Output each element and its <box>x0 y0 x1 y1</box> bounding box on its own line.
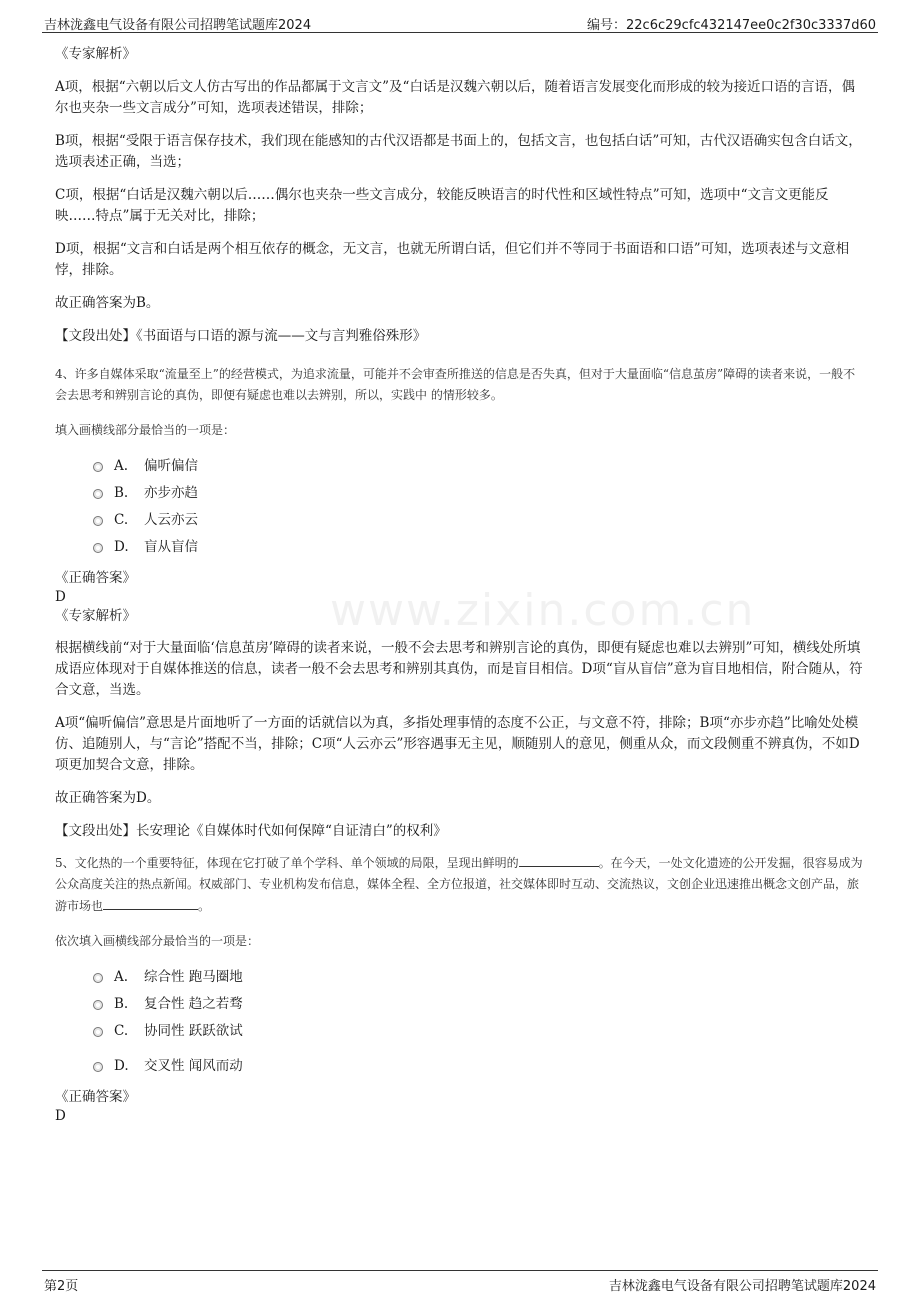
radio-icon[interactable] <box>93 516 103 526</box>
option-letter: A. <box>114 458 129 474</box>
page-header <box>42 10 878 33</box>
q4-option-d[interactable] <box>55 534 867 561</box>
q5-answer-title: 《正确答案》 <box>55 1089 136 1105</box>
q3-analysis-c: C项，根据“白话是汉魏六朝以后……偶尔也夹杂一些文言成分，较能反映语言的时代性和区域性特点”可知，选项中“文言文更能反映……特点”属于无关对比，排除； <box>55 187 829 224</box>
option-letter: B. <box>114 485 129 501</box>
option-text: 人云亦云 <box>144 512 198 528</box>
option-text: 综合性 跑马圈地 <box>144 969 243 985</box>
radio-icon[interactable] <box>93 1000 103 1010</box>
option-letter: C. <box>114 1023 129 1039</box>
radio-icon[interactable] <box>93 489 103 499</box>
q5-blank-2 <box>103 895 198 910</box>
radio-icon[interactable] <box>93 543 103 553</box>
radio-icon[interactable] <box>93 462 103 472</box>
header-doc-id: 编号：22c6c29cfc432147ee0c2f30c3337d60 <box>587 18 876 33</box>
q4-analysis-1: 根据横线前“对于大量面临‘信息茧房’障碍的读者来说，一般不会去思考和辨别言论的真伪，即便有疑虑也难以去辨别”可知，横线处所填成语应体现对于自媒体推送的信息，读者一般不会去思考和辨别其真伪，而是盲目相信。D项“盲从盲信”意为盲目地相信，附合随从，符合文意，当选。 <box>55 640 863 698</box>
q4-option-a[interactable] <box>55 453 867 480</box>
q4-conclusion: 故正确答案为D。 <box>55 790 161 806</box>
q4-option-b[interactable] <box>55 480 867 507</box>
q3-analysis-d: D项，根据“文言和白话是两个相互依存的概念，无文言，也就无所谓白话，但它们并不等同于书面语和口语”可知，选项表述与文意相悖，排除。 <box>55 241 850 278</box>
q5-answer: D <box>55 1108 66 1124</box>
footer-title: 吉林泷鑫电气设备有限公司招聘笔试题库2024 <box>608 1279 876 1294</box>
option-letter: C. <box>114 512 129 528</box>
q4-prompt: 填入画横线部分最恰当的一项是： <box>55 423 236 437</box>
q4-answer-title: 《正确答案》 <box>55 570 136 586</box>
radio-icon[interactable] <box>93 973 103 983</box>
q3-analysis-a: A项，根据“六朝以后文人仿古写出的作品都属于文言文”及“白话是汉魏六朝以后，随着语言发展变化而形成的较为接近口语的言语，偶尔也夹杂一些文言成分”可知，选项表述错误，排除； <box>55 79 855 116</box>
q5-stem-part1: 5、文化热的一个重要特征，体现在它打破了单个学科、单个领域的局限，呈现出鲜明的 <box>55 856 519 870</box>
page-number: 第2页 <box>44 1279 79 1294</box>
q5-option-c[interactable] <box>55 1018 867 1045</box>
option-letter: D. <box>114 1058 129 1074</box>
option-letter: A. <box>114 969 129 985</box>
q4-option-c[interactable] <box>55 507 867 534</box>
q5-stem-part3: 。 <box>198 899 211 913</box>
radio-icon[interactable] <box>93 1027 103 1037</box>
q4-source: 【文段出处】长安理论《自媒体时代如何保障“自证清白”的权利》 <box>55 823 447 839</box>
option-text: 协同性 跃跃欲试 <box>144 1023 243 1039</box>
watermark: www.zixin.com.cn <box>330 585 756 636</box>
q3-analysis-title: 《专家解析》 <box>55 46 136 62</box>
q5-options <box>55 964 867 1080</box>
q5-stem-part2: 。在今天，一处文化遗迹的公开发掘，很容易成为公众高度关注的热点新闻。权威部门、专业机构发布信息，媒体全程、全方位报道，社交媒体即时互动、交流热议，文创企业迅速推出概念文创产品，旅游市场也 <box>55 856 863 913</box>
q5-prompt: 依次填入画横线部分最恰当的一项是： <box>55 934 260 948</box>
q3-analysis-b: B项，根据“受限于语言保存技术，我们现在能感知的古代汉语都是书面上的，包括文言，也包括白话”可知，古代汉语确实包含白话文，选项表述正确，当选； <box>55 133 862 170</box>
q5-option-a[interactable] <box>55 964 867 991</box>
page-footer <box>42 1270 878 1295</box>
q5-blank-1 <box>519 852 599 867</box>
radio-icon[interactable] <box>93 1062 103 1072</box>
q5-stem <box>55 852 867 917</box>
option-letter: D. <box>114 539 129 555</box>
q4-options <box>55 453 867 561</box>
q4-answer: D <box>55 589 66 605</box>
option-letter: B. <box>114 996 129 1012</box>
q5-option-d[interactable] <box>55 1053 867 1080</box>
q3-conclusion: 故正确答案为B。 <box>55 295 160 311</box>
option-text: 复合性 趋之若骛 <box>144 996 243 1012</box>
header-title: 吉林泷鑫电气设备有限公司招聘笔试题库2024 <box>44 18 312 33</box>
option-text: 交叉性 闻风而动 <box>144 1058 243 1074</box>
q4-stem: 4、许多自媒体采取“流量至上”的经营模式，为追求流量，可能并不会审查所推送的信息是否失真，但对于大量面临“信息茧房”障碍的读者来说，一般不会去思考和辨别言论的真伪，即便有疑虑也难以去辨别，所以，实践中 的情形较多。 <box>55 367 856 402</box>
q4-analysis-2: A项“偏听偏信”意思是片面地听了一方面的话就信以为真，多指处理事情的态度不公正，与文意不符，排除；B项“亦步亦趋”比喻处处模仿、追随别人，与“言论”搭配不当，排除；C项“人云亦云”形容遇事无主见，顺随别人的意见，侧重从众，而文段侧重不辨真伪，不如D项更加契合文意，排除。 <box>55 715 860 773</box>
document-body <box>55 44 867 1126</box>
q3-source: 【文段出处】《书面语与口语的源与流——文与言判雅俗殊形》 <box>55 328 427 344</box>
option-text: 亦步亦趋 <box>144 485 198 501</box>
q4-analysis-title: 《专家解析》 <box>55 608 136 624</box>
option-text: 盲从盲信 <box>144 539 198 555</box>
option-text: 偏听偏信 <box>144 458 198 474</box>
q5-option-b[interactable] <box>55 991 867 1018</box>
